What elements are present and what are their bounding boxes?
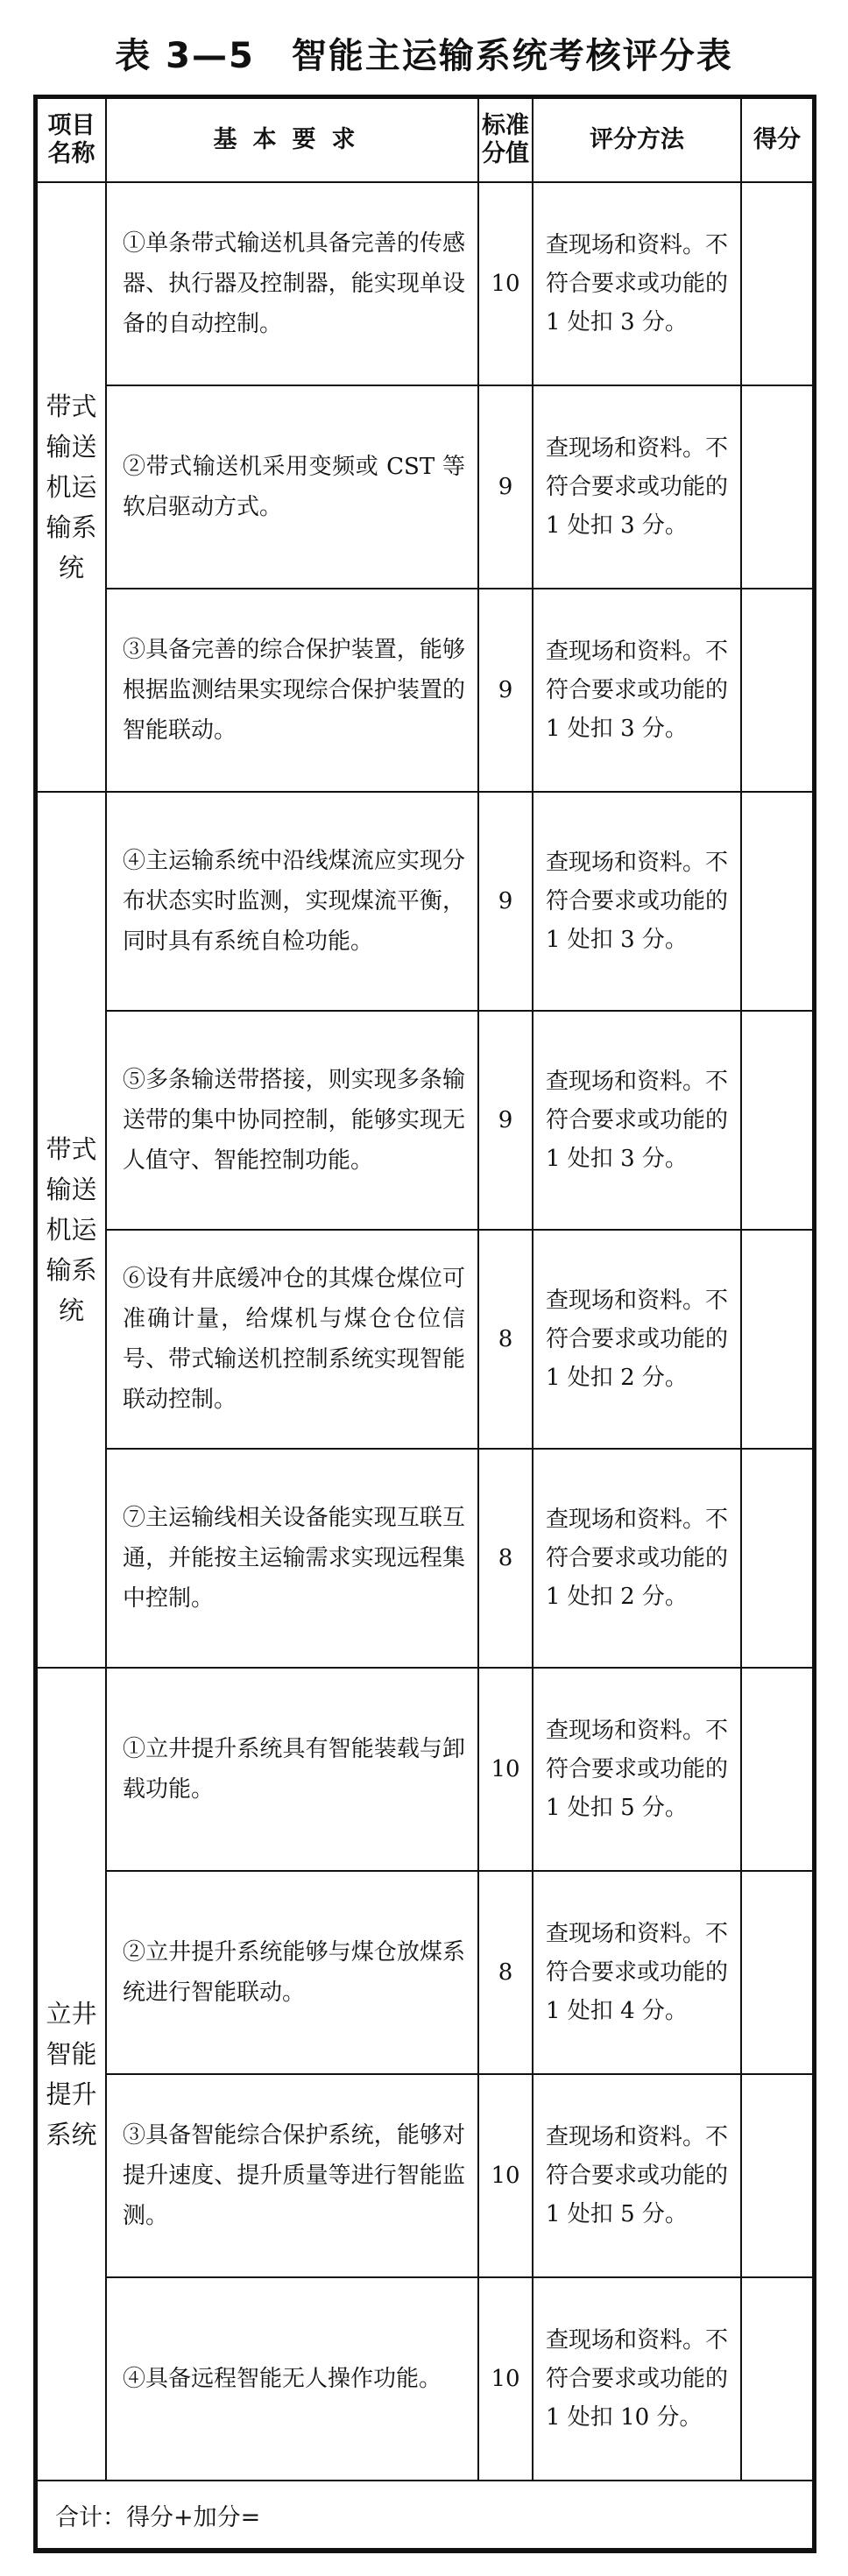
item-name-line: 提升 (46, 2079, 97, 2109)
item-name-line: 输系 (46, 1255, 97, 1285)
table-row (38, 1668, 812, 1871)
scoring-method-cell: 查现场和资料。不符合要求或功能的 1 处扣 4 分。 (533, 1871, 741, 2074)
item-name-line: 立井 (46, 1999, 97, 2029)
scoring-method-cell: 查现场和资料。不符合要求或功能的 1 处扣 2 分。 (533, 1230, 741, 1449)
header-score-line2: 分值 (482, 140, 529, 167)
header-item-name-line1: 项目 (47, 112, 95, 139)
table-row (38, 1230, 812, 1449)
points-cell (741, 182, 812, 385)
header-item-name-line2: 名称 (47, 140, 95, 167)
page-title: 表 3—5 智能主运输系统考核评分表 (115, 36, 733, 76)
header-scoring-method: 评分方法 (533, 99, 741, 182)
item-name-line: 输送 (46, 1175, 97, 1204)
header-item-name (38, 99, 106, 182)
points-cell (741, 2074, 812, 2277)
item-name-line: 机运 (46, 472, 97, 502)
standard-score-cell: 10 (478, 1668, 533, 1871)
standard-score-cell: 10 (478, 2074, 533, 2277)
requirement-cell: ④主运输系统中沿线煤流应实现分布状态实时监测，实现煤流平衡，同时具有系统自检功能。 (106, 792, 478, 1011)
scoring-method-cell: 查现场和资料。不符合要求或功能的 1 处扣 5 分。 (533, 2074, 741, 2277)
standard-score-cell: 9 (478, 589, 533, 792)
requirement-cell: ⑦主运输线相关设备能实现互联互通，并能按主运输需求实现远程集中控制。 (106, 1449, 478, 1668)
item-name-line: 带式 (46, 1134, 97, 1164)
requirement-cell: ③具备智能综合保护系统，能够对提升速度、提升质量等进行智能监测。 (106, 2074, 478, 2277)
requirement-cell: ②立井提升系统能够与煤仓放煤系统进行智能联动。 (106, 1871, 478, 2074)
header-score-line1: 标准 (482, 112, 529, 139)
header-requirement: 基本要求 (106, 99, 478, 182)
points-cell (741, 589, 812, 792)
item-name-line: 输送 (46, 432, 97, 462)
total-label: 合计：得分+加分= (38, 2481, 812, 2549)
table-row (38, 182, 812, 385)
standard-score-cell: 8 (478, 1230, 533, 1449)
header-standard-score (478, 99, 533, 182)
points-cell (741, 1230, 812, 1449)
scoring-method-cell: 查现场和资料。不符合要求或功能的 1 处扣 3 分。 (533, 1011, 741, 1230)
standard-score-cell: 9 (478, 792, 533, 1011)
requirement-cell: ⑥设有井底缓冲仓的其煤仓煤位可准确计量，给煤机与煤仓仓位信号、带式输送机控制系统实现智能联动控制。 (106, 1230, 478, 1449)
item-name-cell (38, 1668, 106, 2481)
points-cell (741, 1668, 812, 1871)
standard-score-cell: 10 (478, 182, 533, 385)
standard-score-cell: 9 (478, 1011, 533, 1230)
points-cell (741, 385, 812, 589)
item-name-cell (38, 182, 106, 792)
scoring-method-cell: 查现场和资料。不符合要求或功能的 1 处扣 3 分。 (533, 385, 741, 589)
scoring-method-cell: 查现场和资料。不符合要求或功能的 1 处扣 2 分。 (533, 1449, 741, 1668)
points-cell (741, 2277, 812, 2481)
table-row (38, 1871, 812, 2074)
total-row (38, 2481, 812, 2549)
requirement-cell: ④具备远程智能无人操作功能。 (106, 2277, 478, 2481)
requirement-cell: ③具备完善的综合保护装置，能够根据监测结果实现综合保护装置的智能联动。 (106, 589, 478, 792)
item-name-cell (38, 792, 106, 1668)
table-row (38, 792, 812, 1011)
table-row (38, 1011, 812, 1230)
standard-score-cell: 8 (478, 1449, 533, 1668)
item-name-line: 统 (58, 553, 84, 582)
item-name-line: 带式 (46, 392, 97, 421)
table-row (38, 1449, 812, 1668)
points-cell (741, 792, 812, 1011)
standard-score-cell: 8 (478, 1871, 533, 2074)
scoring-table (38, 99, 812, 2550)
scoring-method-cell: 查现场和资料。不符合要求或功能的 1 处扣 3 分。 (533, 589, 741, 792)
table-row (38, 385, 812, 589)
points-cell (741, 1871, 812, 2074)
requirement-cell: ①立井提升系统具有智能装载与卸载功能。 (106, 1668, 478, 1871)
table-row (38, 589, 812, 792)
scoring-method-cell: 查现场和资料。不符合要求或功能的 1 处扣 5 分。 (533, 1668, 741, 1871)
requirement-cell: ⑤多条输送带搭接，则实现多条输送带的集中协同控制，能够实现无人值守、智能控制功能。 (106, 1011, 478, 1230)
header-points: 得分 (741, 99, 812, 182)
table-row (38, 2074, 812, 2277)
item-name-line: 系统 (46, 2120, 97, 2149)
points-cell (741, 1449, 812, 1668)
points-cell (741, 1011, 812, 1230)
table-row (38, 2277, 812, 2481)
requirement-cell: ②带式输送机采用变频或 CST 等软启驱动方式。 (106, 385, 478, 589)
item-name-line: 输系 (46, 512, 97, 542)
scoring-method-cell: 查现场和资料。不符合要求或功能的 1 处扣 3 分。 (533, 182, 741, 385)
item-name-line: 统 (58, 1295, 84, 1325)
scoring-method-cell: 查现场和资料。不符合要求或功能的 1 处扣 3 分。 (533, 792, 741, 1011)
scoring-method-cell: 查现场和资料。不符合要求或功能的 1 处扣 10 分。 (533, 2277, 741, 2481)
standard-score-cell: 10 (478, 2277, 533, 2481)
item-name-line: 机运 (46, 1215, 97, 1245)
header-row (38, 99, 812, 182)
requirement-cell: ①单条带式输送机具备完善的传感器、执行器及控制器，能实现单设备的自动控制。 (106, 182, 478, 385)
standard-score-cell: 9 (478, 385, 533, 589)
item-name-line: 智能 (46, 2039, 97, 2069)
